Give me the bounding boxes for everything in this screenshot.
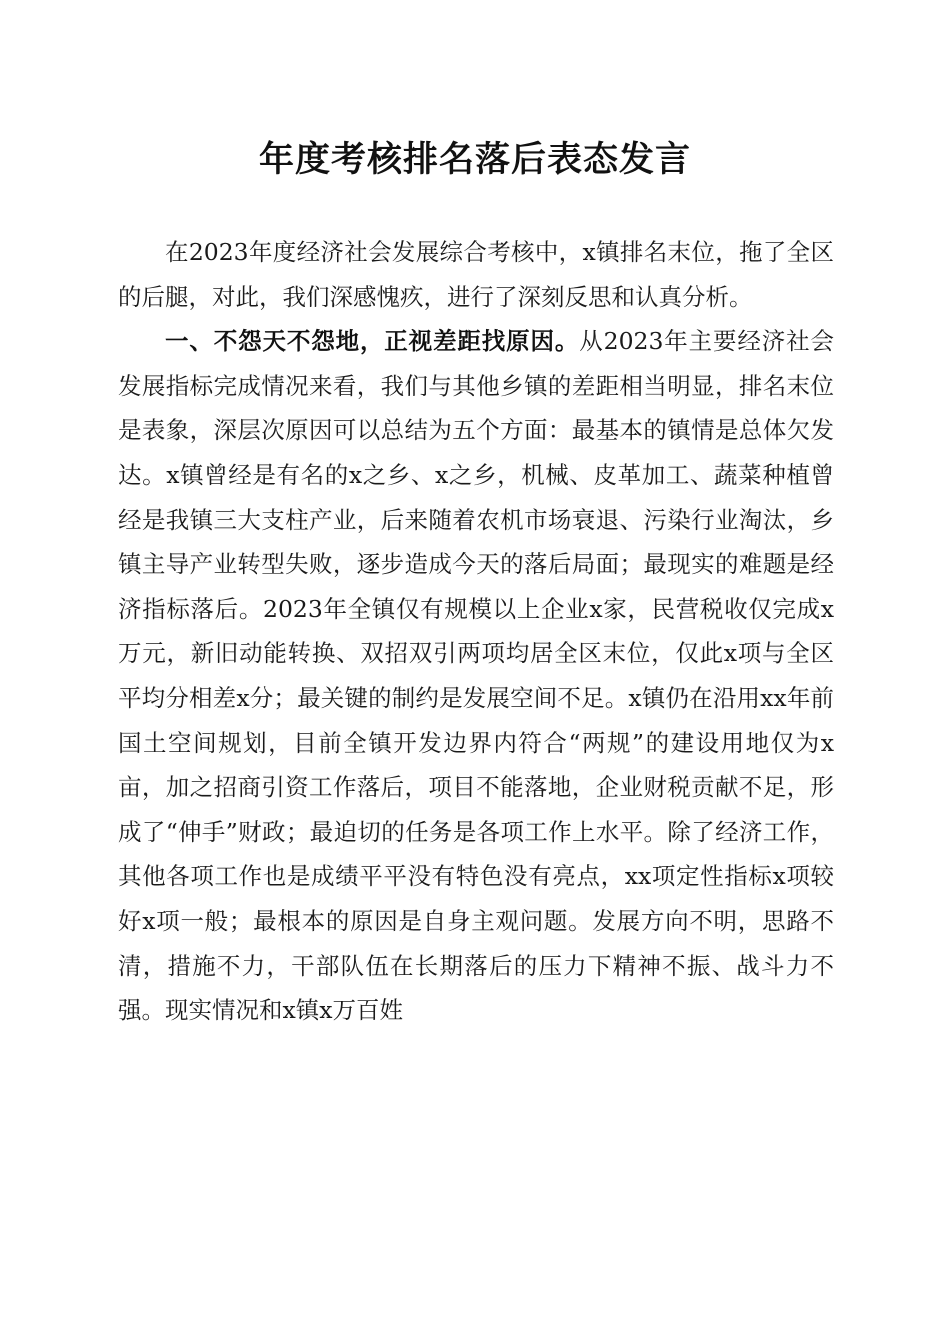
document-body xyxy=(118,230,834,1033)
document-title: 年度考核排名落后表态发言 xyxy=(258,139,691,180)
section-one-paragraph xyxy=(118,319,834,1033)
intro-paragraph-text: 在2023年度经济社会发展综合考核中，x镇排名末位，拖了全区的后腿，对此，我们深感愧疚，进行了深刻反思和认真分析。 xyxy=(118,238,834,311)
intro-paragraph xyxy=(118,230,834,319)
section-one-text: 从2023年主要经济社会发展指标完成情况来看，我们与其他乡镇的差距相当明显，排名末位是表象，深层次原因可以总结为五个方面：最基本的镇情是总体欠发达。x镇曾经是有名的x之乡、x之乡，机械、皮革加工、蔬菜种植曾经是我镇三大支柱产业，后来随着农机市场衰退、污染行业淘汰，乡镇主导产业转型失败，逐步造成今天的落后局面；最现实的难题是经济指标落后。2023年全镇仅有规模以上企业x家，民营税收仅完成x万元，新旧动能转换、双招双引两项均居全区末位，仅此x项与全区平均分相差x分；最关键的制约是发展空间不足。x镇仍在沿用xx年前国土空间规划，目前全镇开发边界内符合“两规”的建设用地仅为x亩，加之招商引资工作落后，项目不能落地，企业财税贡献不足，形成了“伸手”财政；最迫切的任务是各项工作上水平。除了经济工作，其他各项工作也是成绩平平没有特色没有亮点，xx项定性指标x项较好x项一般；最根本的原因是自身主观问题。发展方向不明，思路不清，措施不力，干部队伍在长期落后的压力下精神不振、战斗力不强。现实情况和x镇x万百姓 xyxy=(118,327,834,1025)
section-one-heading: 一、不怨天不怨地，正视差距找原因。 xyxy=(165,327,580,356)
